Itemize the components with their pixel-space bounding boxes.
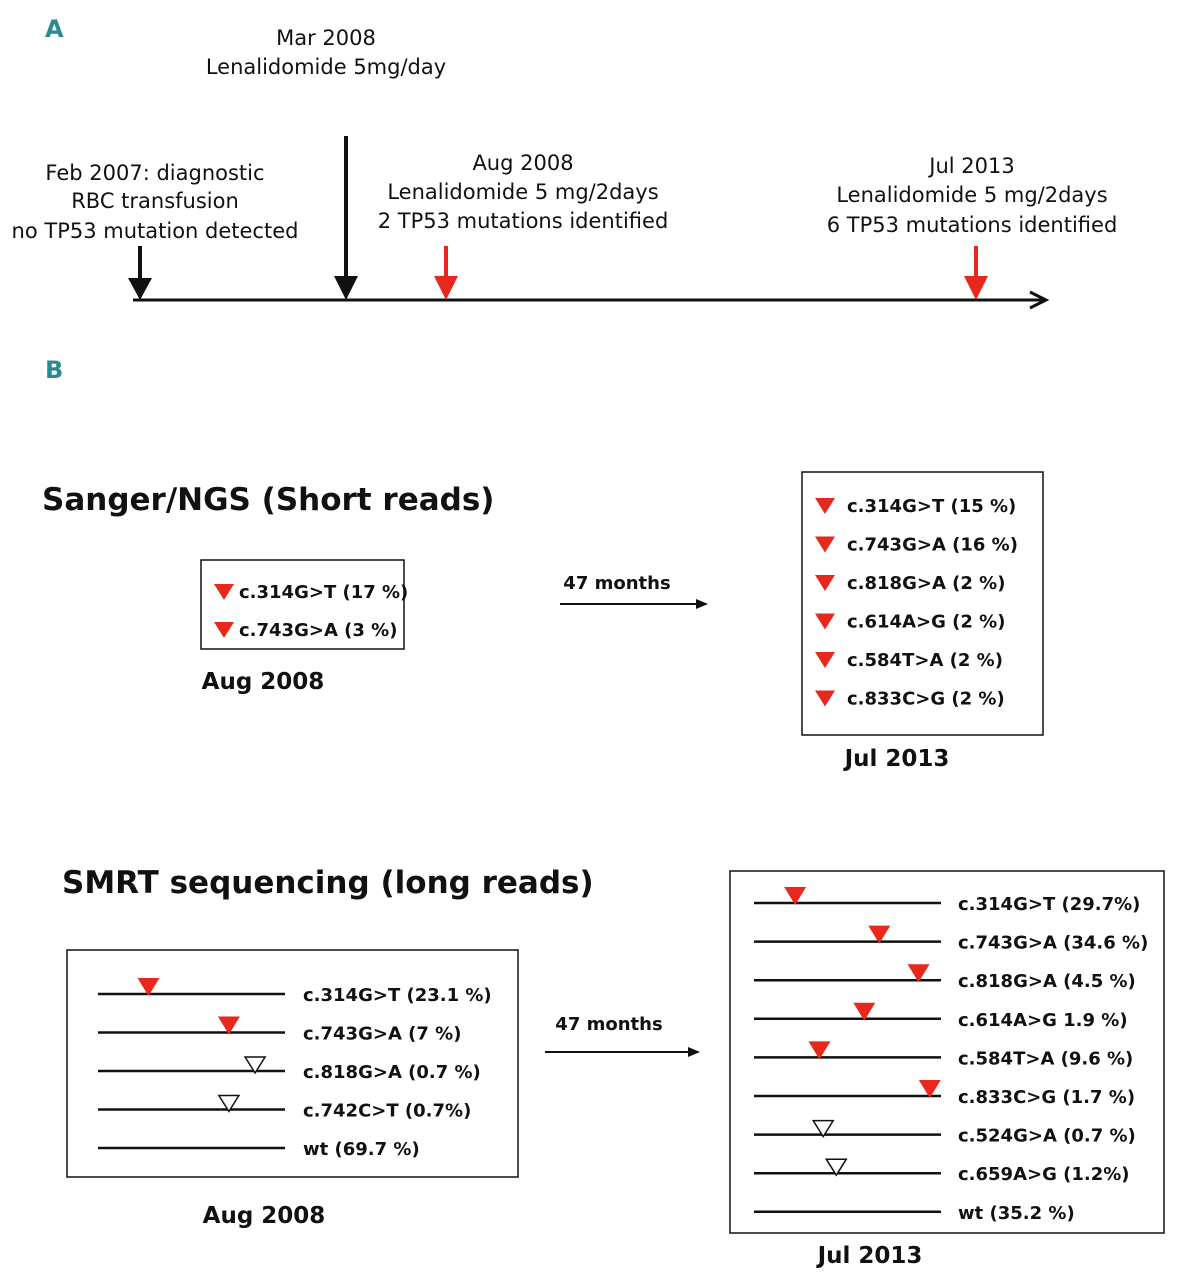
smrt-jul-2013-reads (754, 887, 1148, 1224)
red-mutation-marker-icon (815, 575, 835, 591)
red-mutation-marker-icon (815, 614, 835, 630)
panel-a-label: A (45, 15, 64, 43)
read-label: c.314G>T (23.1 %) (303, 985, 492, 1006)
read-label: c.833C>G (1.7 %) (958, 1087, 1136, 1108)
red-mutation-marker-icon (214, 584, 234, 600)
red-mutation-marker-icon (815, 652, 835, 668)
read-label: c.659A>G (1.2%) (958, 1164, 1130, 1186)
read-label: c.743G>A (7 %) (303, 1023, 462, 1045)
event-aug-2008 (378, 151, 669, 233)
event-feb-2007-line3: no TP53 mutation detected (11, 219, 299, 243)
event-aug-2008-line3: 2 TP53 mutations identified (377, 209, 669, 233)
event-feb-2007-line2: RBC transfusion (71, 189, 239, 213)
event-mar-2008-line2: Lenalidomide 5mg/day (205, 55, 447, 79)
event-feb-2007-line1: Feb 2007: diagnostic (45, 161, 265, 185)
smrt-title: SMRT sequencing (long reads) (62, 865, 594, 901)
mutation-label: c.614A>G (2 %) (847, 611, 1006, 633)
event-jul-2013-line3: 6 TP53 mutations identified (826, 213, 1118, 237)
sanger-jul-2013-list (815, 496, 1018, 710)
read-label: c.314G>T (29.7%) (958, 894, 1141, 915)
red-mutation-marker-icon (815, 498, 835, 514)
event-jul-2013-line1: Jul 2013 (929, 154, 1015, 178)
read-label: c.818G>A (0.7 %) (303, 1062, 481, 1083)
event-feb-2007 (12, 161, 299, 243)
sanger-jul-2013-date: Jul 2013 (844, 746, 950, 772)
sanger-aug-2008-list (214, 582, 408, 641)
read-label: wt (69.7 %) (303, 1139, 420, 1160)
mutation-label: c.833C>G (2 %) (847, 688, 1005, 710)
mutation-label: c.743G>A (16 %) (847, 534, 1018, 556)
smrt-interval-label: 47 months (555, 1014, 663, 1035)
read-label: c.614A>G 1.9 %) (958, 1009, 1128, 1031)
arrow-aug-2008 (434, 246, 458, 300)
event-mar-2008-line1: Mar 2008 (276, 26, 376, 50)
read-label: wt (35.2 %) (958, 1202, 1075, 1224)
sanger-interval-label: 47 months (563, 573, 671, 594)
mutation-label: c.743G>A (3 %) (239, 620, 398, 641)
sanger-aug-2008-date: Aug 2008 (201, 669, 325, 695)
red-mutation-marker-icon (815, 537, 835, 553)
mutation-label: c.818G>A (2 %) (847, 573, 1006, 594)
read-label: c.818G>A (4.5 %) (958, 971, 1136, 993)
red-mutation-marker-icon (214, 622, 234, 638)
smrt-aug-2008-reads (98, 978, 492, 1160)
read-label: c.742C>T (0.7%) (303, 1100, 472, 1122)
read-label: c.524G>A (0.7 %) (958, 1125, 1136, 1147)
arrow-mar-2008 (334, 136, 358, 300)
event-jul-2013 (827, 154, 1118, 237)
read-label: c.584T>A (9.6 %) (958, 1048, 1134, 1070)
sanger-title: Sanger/NGS (Short reads) (42, 482, 495, 518)
event-jul-2013-line2: Lenalidomide 5 mg/2days (836, 183, 1108, 207)
event-aug-2008-line2: Lenalidomide 5 mg/2days (387, 180, 659, 204)
arrow-jul-2013 (964, 246, 988, 300)
read-label: c.743G>A (34.6 %) (958, 932, 1149, 954)
event-aug-2008-line1: Aug 2008 (472, 151, 574, 175)
mutation-label: c.584T>A (2 %) (847, 650, 1003, 671)
mutation-label: c.314G>T (15 %) (847, 496, 1017, 517)
event-mar-2008 (206, 26, 446, 79)
panel-b-label: B (45, 356, 64, 384)
mutation-label: c.314G>T (17 %) (239, 582, 409, 603)
smrt-jul-2013-date: Jul 2013 (817, 1243, 923, 1269)
arrow-feb-2007 (128, 246, 152, 300)
red-mutation-marker-icon (815, 691, 835, 707)
smrt-aug-2008-date: Aug 2008 (202, 1203, 326, 1229)
